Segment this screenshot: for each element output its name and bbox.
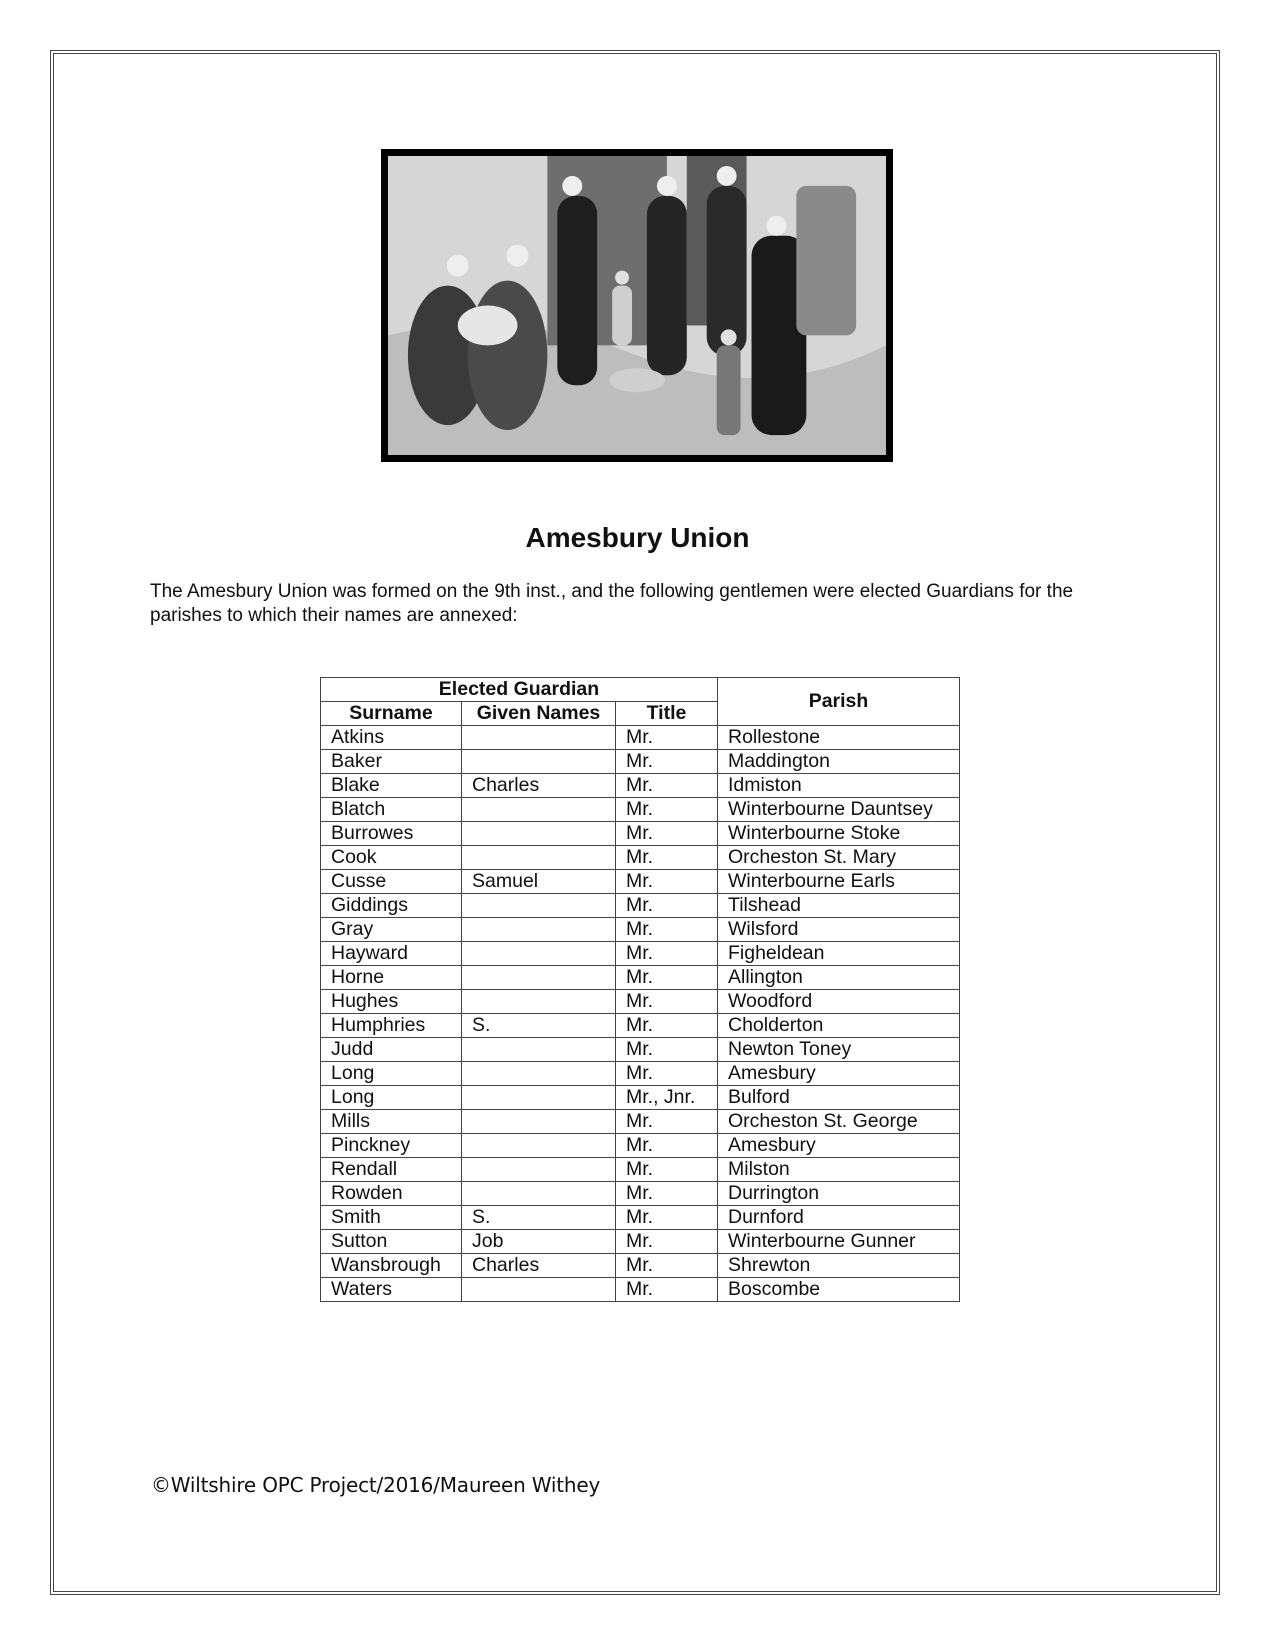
column-header-title: Title [616,702,718,726]
table-row [321,1182,960,1206]
cell-title: Mr. [616,1230,718,1254]
cell-surname: Rowden [321,1182,462,1206]
cell-surname: Blake [321,774,462,798]
table-row [321,822,960,846]
cell-title: Mr. [616,990,718,1014]
illustration-frame [381,149,893,462]
table-row [321,750,960,774]
table-body [321,726,960,1302]
cell-surname: Wansbrough [321,1254,462,1278]
table-row [321,1230,960,1254]
cell-title: Mr. [616,726,718,750]
cell-title: Mr. [616,942,718,966]
cell-parish: Newton Toney [718,1038,960,1062]
cell-surname: Long [321,1062,462,1086]
cell-parish: Durnford [718,1206,960,1230]
cell-parish: Figheldean [718,942,960,966]
cell-title: Mr. [616,1062,718,1086]
cell-surname: Sutton [321,1230,462,1254]
cell-surname: Cusse [321,870,462,894]
table-row [321,1110,960,1134]
cell-parish: Maddington [718,750,960,774]
cell-title: Mr. [616,1038,718,1062]
cell-title: Mr. [616,774,718,798]
cell-surname: Rendall [321,1158,462,1182]
cell-parish: Winterbourne Earls [718,870,960,894]
table-row [321,1254,960,1278]
column-header-parish: Parish [718,678,960,726]
guardians-table [320,677,960,1302]
copyright-footer: ©Wiltshire OPC Project/2016/Maureen Withey [151,1473,601,1497]
cell-parish: Shrewton [718,1254,960,1278]
cell-title: Mr., Jnr. [616,1086,718,1110]
cell-given-names: S. [462,1014,616,1038]
cell-given-names: Samuel [462,870,616,894]
cell-surname: Waters [321,1278,462,1302]
cell-given-names [462,942,616,966]
cell-given-names [462,1158,616,1182]
cell-parish: Amesbury [718,1062,960,1086]
cell-given-names [462,846,616,870]
cell-given-names: Charles [462,774,616,798]
cell-given-names [462,822,616,846]
cell-title: Mr. [616,1110,718,1134]
cell-given-names [462,1110,616,1134]
cell-surname: Gray [321,918,462,942]
cell-title: Mr. [616,750,718,774]
cell-given-names [462,966,616,990]
engraving-image [388,156,886,455]
cell-parish: Milston [718,1158,960,1182]
cell-parish: Winterbourne Stoke [718,822,960,846]
cell-surname: Hughes [321,990,462,1014]
cell-title: Mr. [616,1014,718,1038]
table-row [321,798,960,822]
cell-given-names [462,798,616,822]
column-header-given-names: Given Names [462,702,616,726]
cell-given-names [462,918,616,942]
cell-given-names: Job [462,1230,616,1254]
cell-surname: Cook [321,846,462,870]
cell-title: Mr. [616,1278,718,1302]
cell-given-names [462,1278,616,1302]
cell-parish: Bulford [718,1086,960,1110]
cell-parish: Durrington [718,1182,960,1206]
cell-surname: Long [321,1086,462,1110]
table-row [321,1206,960,1230]
cell-parish: Woodford [718,990,960,1014]
cell-title: Mr. [616,894,718,918]
cell-surname: Hayward [321,942,462,966]
cell-surname: Smith [321,1206,462,1230]
cell-parish: Winterbourne Dauntsey [718,798,960,822]
table-row [321,1158,960,1182]
cell-surname: Blatch [321,798,462,822]
table-row [321,1086,960,1110]
table-row [321,894,960,918]
table-row [321,774,960,798]
cell-parish: Amesbury [718,1134,960,1158]
cell-surname: Giddings [321,894,462,918]
cell-parish: Wilsford [718,918,960,942]
group-header-elected-guardian: Elected Guardian [321,678,718,702]
page-title: Amesbury Union [525,522,750,553]
cell-title: Mr. [616,798,718,822]
cell-parish: Rollestone [718,726,960,750]
cell-surname: Baker [321,750,462,774]
table-row [321,726,960,750]
cell-given-names [462,1038,616,1062]
intro-paragraph: The Amesbury Union was formed on the 9th inst., and the following gentlemen were elected Guardians for the parishes to which their names are annexed: [150,581,1074,626]
cell-surname: Atkins [321,726,462,750]
cell-surname: Humphries [321,1014,462,1038]
cell-surname: Horne [321,966,462,990]
cell-surname: Pinckney [321,1134,462,1158]
cell-surname: Mills [321,1110,462,1134]
table-row [321,1062,960,1086]
cell-title: Mr. [616,1254,718,1278]
cell-parish: Winterbourne Gunner [718,1230,960,1254]
cell-title: Mr. [616,846,718,870]
table-row [321,966,960,990]
cell-given-names [462,1062,616,1086]
cell-given-names: Charles [462,1254,616,1278]
table-row [321,942,960,966]
cell-parish: Allington [718,966,960,990]
column-header-surname: Surname [321,702,462,726]
table-row [321,1278,960,1302]
cell-title: Mr. [616,870,718,894]
table-row [321,846,960,870]
table-row [321,990,960,1014]
cell-given-names: S. [462,1206,616,1230]
cell-parish: Idmiston [718,774,960,798]
cell-title: Mr. [616,1206,718,1230]
cell-parish: Tilshead [718,894,960,918]
table-row [321,1134,960,1158]
table-row [321,918,960,942]
cell-title: Mr. [616,918,718,942]
cell-title: Mr. [616,966,718,990]
cell-surname: Judd [321,1038,462,1062]
table-row [321,1014,960,1038]
cell-given-names [462,1182,616,1206]
cell-given-names [462,1134,616,1158]
table-row [321,1038,960,1062]
cell-parish: Cholderton [718,1014,960,1038]
cell-parish: Orcheston St. Mary [718,846,960,870]
cell-given-names [462,726,616,750]
cell-title: Mr. [616,1182,718,1206]
cell-given-names [462,894,616,918]
table-row [321,870,960,894]
cell-title: Mr. [616,822,718,846]
cell-parish: Boscombe [718,1278,960,1302]
cell-given-names [462,1086,616,1110]
cell-given-names [462,990,616,1014]
cell-surname: Burrowes [321,822,462,846]
cell-title: Mr. [616,1134,718,1158]
cell-parish: Orcheston St. George [718,1110,960,1134]
cell-title: Mr. [616,1158,718,1182]
cell-given-names [462,750,616,774]
